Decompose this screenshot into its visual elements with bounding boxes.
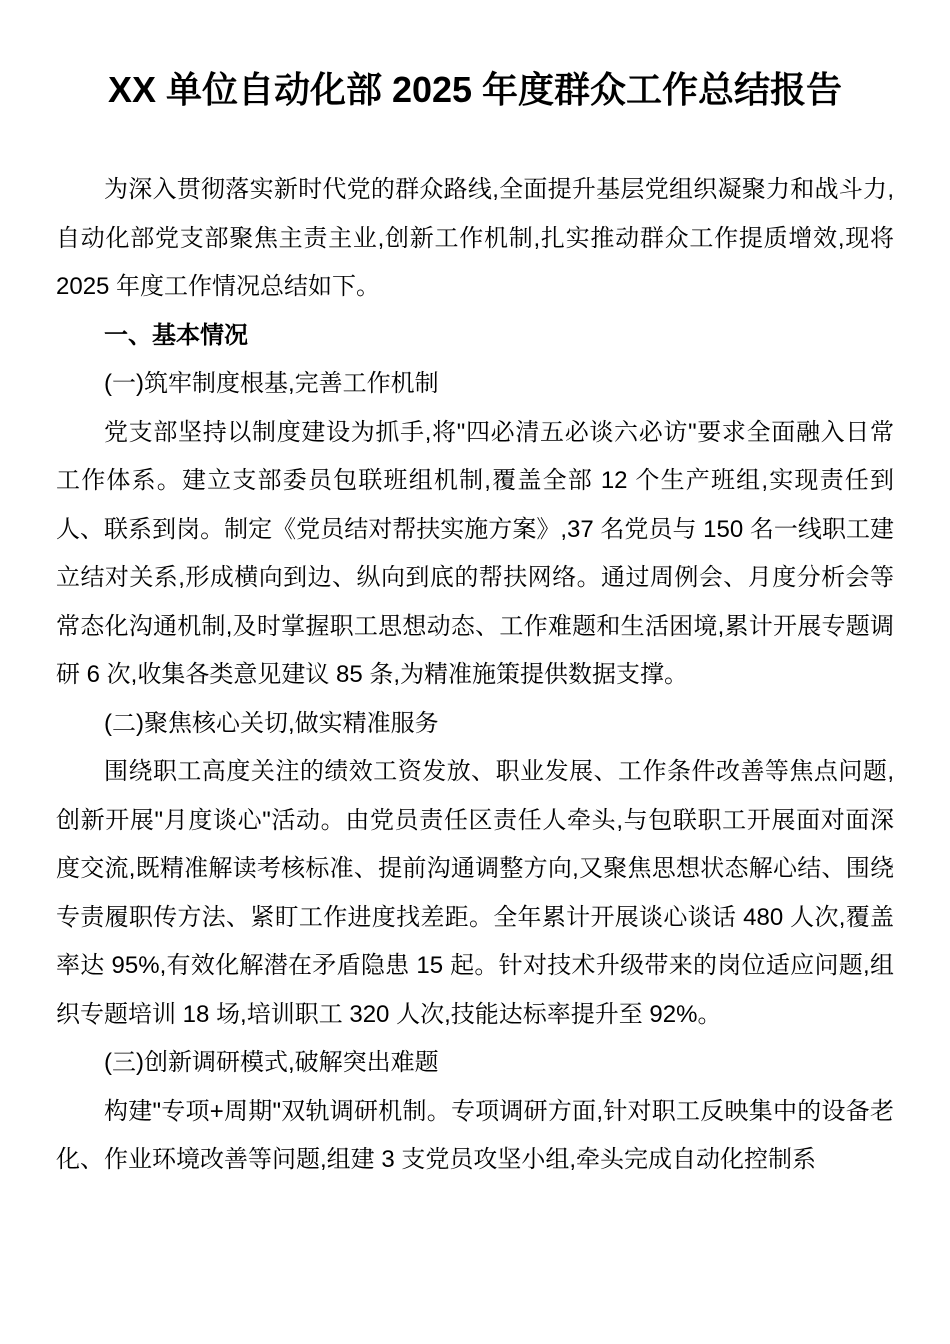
intro-paragraph: 为深入贯彻落实新时代党的群众路线,全面提升基层党组织凝聚力和战斗力,自动化部党支部聚焦主责主业,创新工作机制,扎实推动群众工作提质增效,现将 2025 年度工作情况总结如下。 [56, 176, 894, 300]
paragraph-precise-service: 围绕职工高度关注的绩效工资发放、职业发展、工作条件改善等焦点问题,创新开展"月度谈心"活动。由党员责任区责任人牵头,与包联职工开展面对面深度交流,既精准解读考核标准、提前沟通调整方向,又聚焦思想状态解心结、围绕专责履职传方法、紧盯工作进度找差距。全年累计开展谈心谈话 480 人次,覆盖率达 95%,有效化解潜在矛盾隐患 15 起。针对技术升级带来的岗位适应问题,组织专题培训 18 场,培训职工 320 人次,技能达标率提升至 92%。 [56, 758, 894, 1028]
subsection-heading-precise-service: (二)聚焦核心关切,做实精准服务 [104, 709, 439, 737]
paragraph-research-mode: 构建"专项+周期"双轨调研机制。专项调研方面,针对职工反映集中的设备老化、作业环境改善等问题,组建 3 支党员攻坚小组,牵头完成自动化控制系 [56, 1097, 894, 1173]
section-heading-basic-situation: 一、基本情况 [104, 321, 248, 349]
subsection-heading-institution: (一)筑牢制度根基,完善工作机制 [104, 370, 439, 397]
doc-title: XX 单位自动化部 2025 年度群众工作总结报告 [107, 69, 843, 110]
subsection-heading-research-mode: (三)创新调研模式,破解突出难题 [104, 1049, 439, 1076]
doc-body [56, 166, 894, 1185]
paragraph-institution: 党支部坚持以制度建设为抓手,将"四必清五必谈六必访"要求全面融入日常工作体系。建立支部委员包联班组机制,覆盖全部 12 个生产班组,实现责任到人、联系到岗。制定《党员结对帮扶实施方案》,37 名党员与 150 名一线职工建立结对关系,形成横向到边、纵向到底的帮扶网络。通过周例会、月度分析会等常态化沟通机制,及时掌握职工思想动态、工作难题和生活困境,累计开展专题调研 6 次,收集各类意见建议 85 条,为精准施策提供数据支撑。 [56, 418, 894, 688]
